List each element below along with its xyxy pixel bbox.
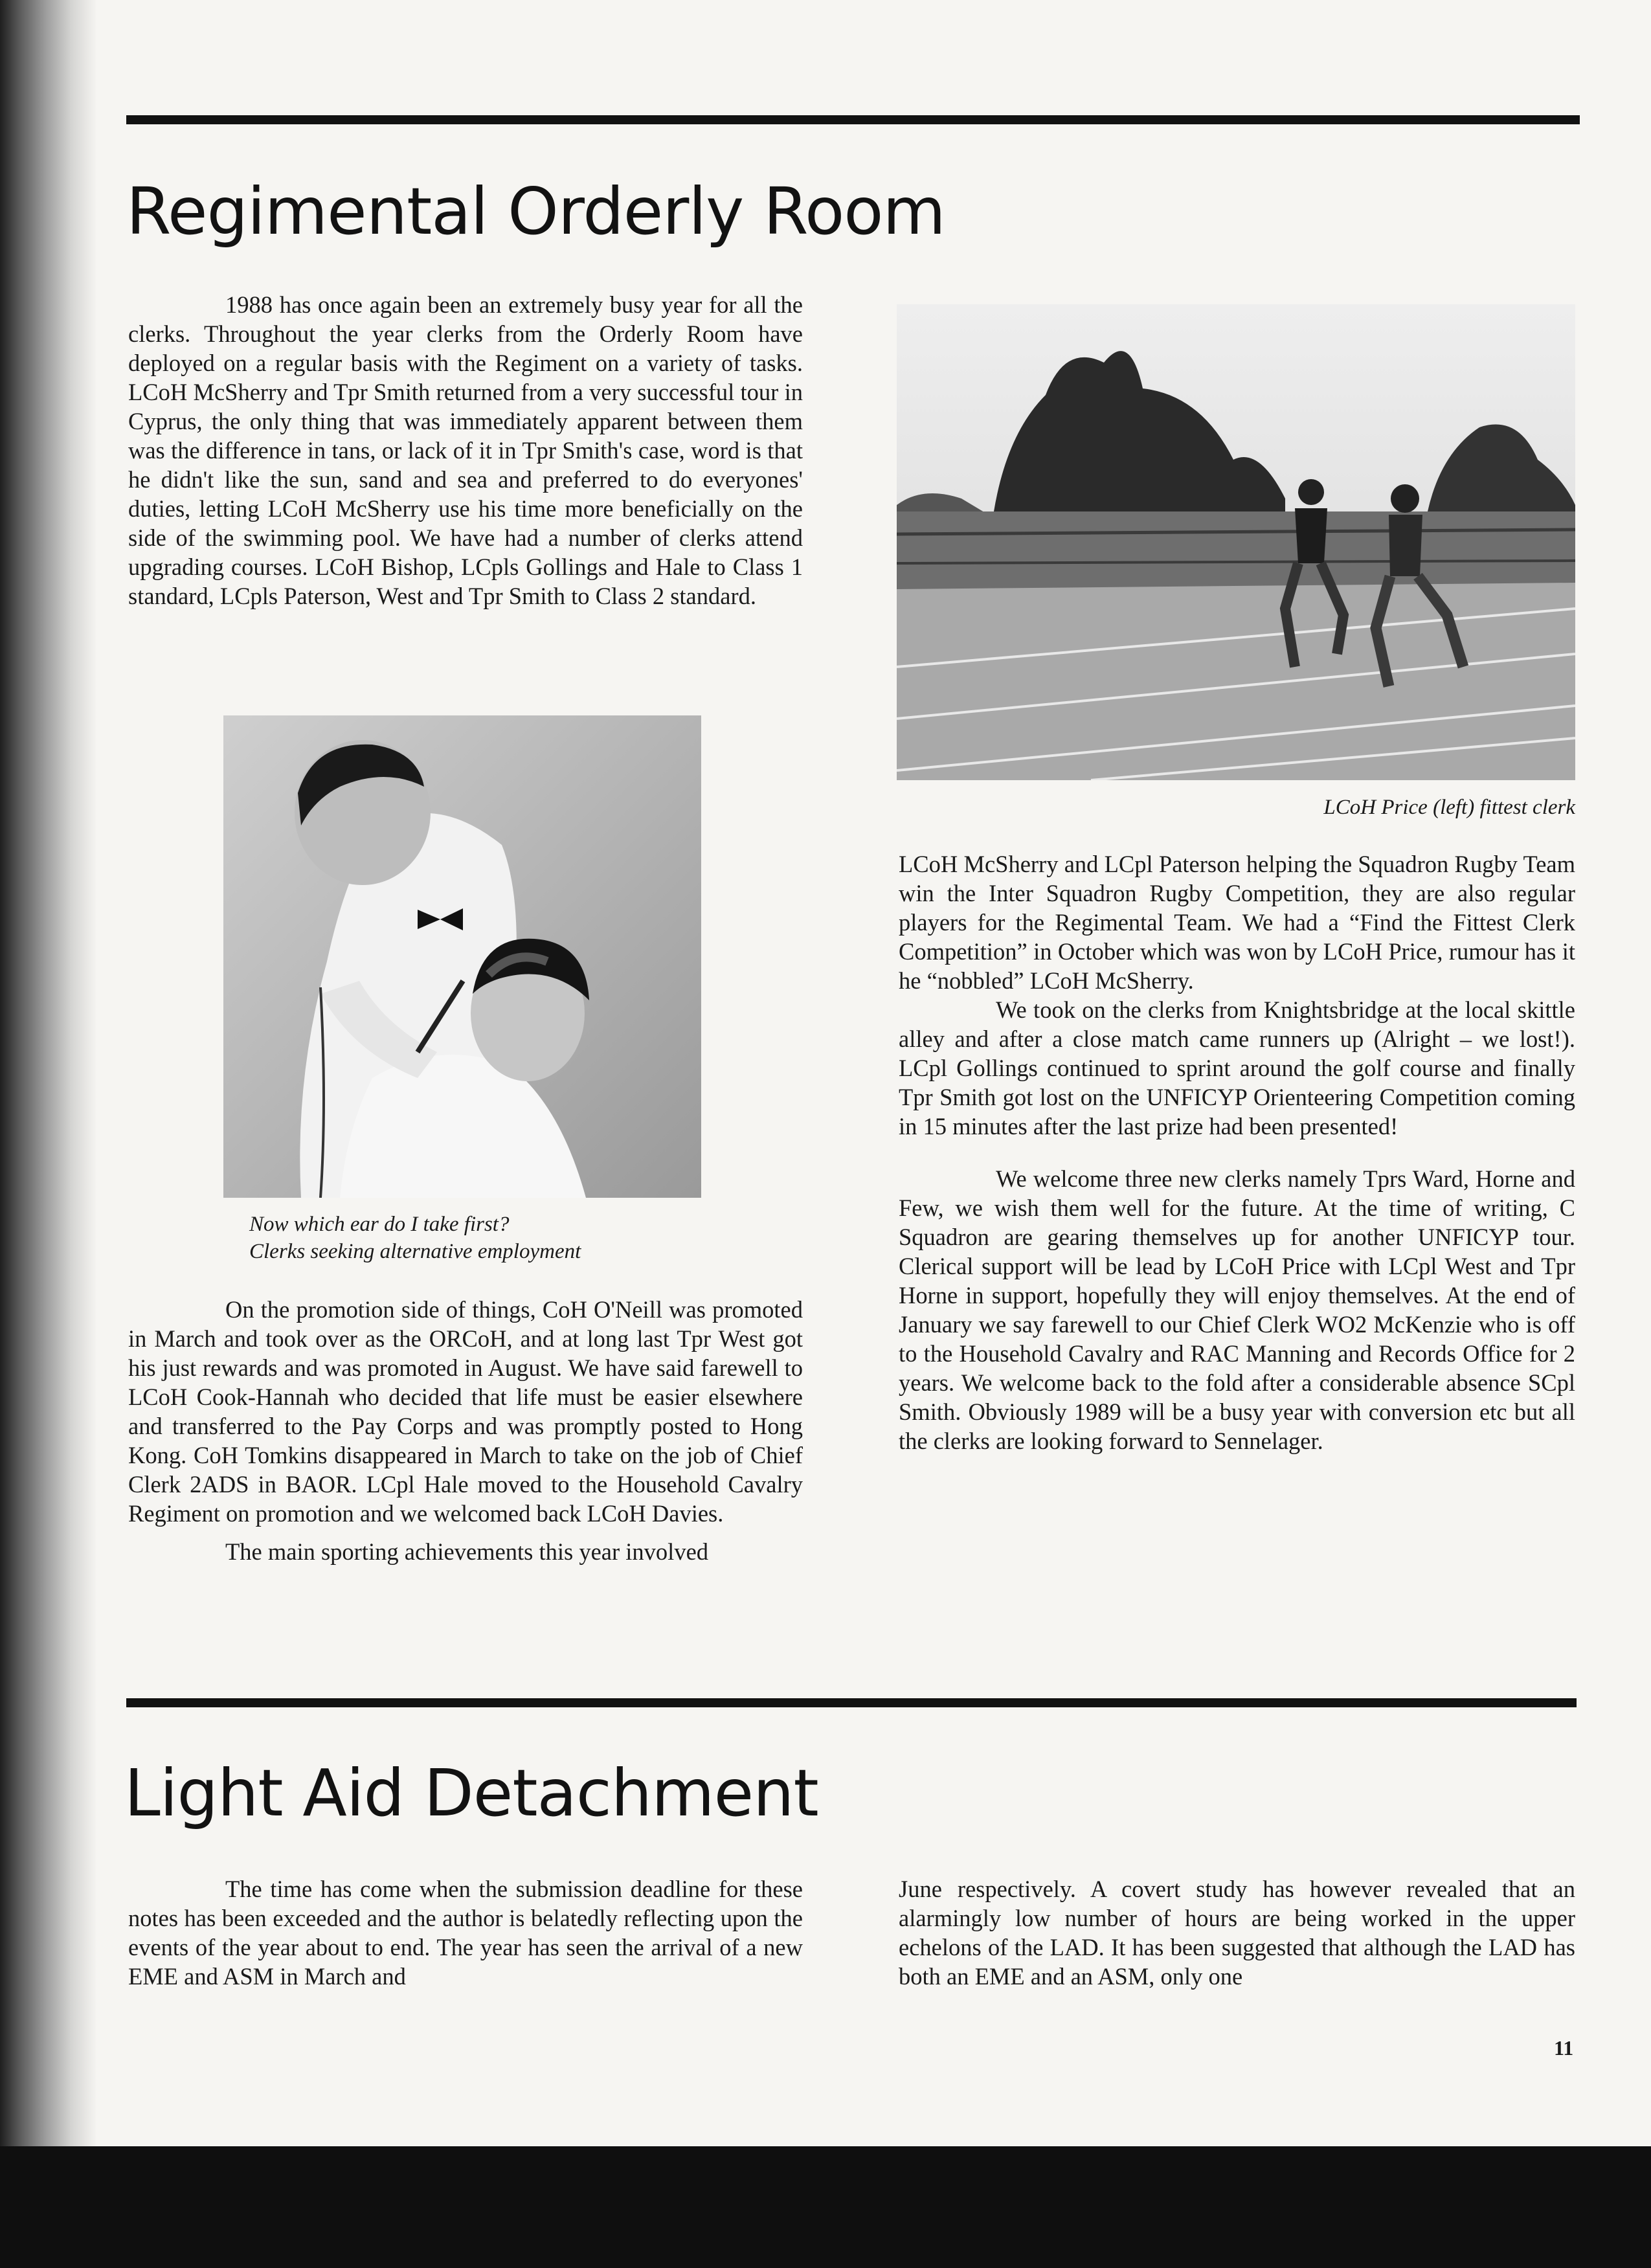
binding-gutter-shadow <box>0 0 97 2268</box>
paragraph: We took on the clerks from Knightsbridge at the local skittle alley and after a close match came runners up (Alright – we lost!). LCpl Gollings continued to sprint around the golf course and finally Tpr Smith got lost on the UNFICYP Orienteering Competition coming in 15 minutes after the last prize had been presented! <box>899 996 1575 1140</box>
caption-photo-clerks-line1: Now which ear do I take first? <box>249 1213 510 1236</box>
photo-clerks-haircut <box>223 715 701 1198</box>
paragraph: On the promotion side of things, CoH O'Neill was promoted in March and took over as the ORCoH, and at long last Tpr West got his just rewards and was promoted in August. We have said farewell to LCoH Cook-Hannah who decided that life must be easier elsewhere and transferred to the Pay Corps and was promptly posted to Hong Kong. CoH Tomkins disappeared in March to take on the job of Chief Clerk 2ADS in BAOR. LCpl Hale moved to the Household Cavalry Regiment on promotion and we welcomed back LCoH Davies. <box>128 1296 803 1527</box>
photo-runners-track <box>897 304 1575 780</box>
scan-bottom-edge <box>0 2146 1651 2268</box>
section-title-orderly-room: Regimental Orderly Room <box>126 174 945 249</box>
lad-left-column <box>128 1874 803 1991</box>
top-rule <box>126 115 1580 124</box>
paragraph: The main sporting achievements this year involved <box>225 1538 709 1565</box>
lad-right-column <box>899 1874 1575 1991</box>
paragraph: June respectively. A covert study has however revealed that an alarmingly low number of hours are being worked in the upper echelons of the LAD. It has been suggested that although the LAD has both an EME and an ASM, only one <box>899 1876 1575 1990</box>
paragraph: LCoH McSherry and LCpl Paterson helping the Squadron Rugby Team win the Inter Squadron Rugby Competition, they are also regular players for the Regimental Team. We had a “Find the Fittest Clerk Competition” in October which was won by LCoH Price, rumour has it he “nobbled” LCoH McSherry. <box>899 851 1575 994</box>
section-divider-rule <box>126 1698 1577 1707</box>
orderly-room-right-column <box>899 849 1575 1455</box>
orderly-room-left-column-bottom <box>128 1295 803 1566</box>
page-number: 11 <box>1554 2036 1574 2060</box>
paragraph: The time has come when the submission deadline for these notes has been exceeded and the author is belatedly reflecting upon the events of the year about to end. The year has seen the arrival of a new EME and ASM in March and <box>128 1876 803 1990</box>
orderly-room-left-column-top <box>128 290 803 611</box>
paragraph: 1988 has once again been an extremely busy year for all the clerks. Throughout the year clerks from the Orderly Room have deployed on a regular basis with the Regiment on a variety of tasks. LCoH McSherry and Tpr Smith returned from a very successful tour in Cyprus, the only thing that was immediately apparent between them was the difference in tans, or lack of it in Tpr Smith's case, word is that he didn't like the sun, sand and sea and preferred to do everyones' duties, letting LCoH McSherry use his time more beneficially on the side of the swimming pool. We have had a number of clerks attend upgrading courses. LCoH Bishop, LCpls Gollings and Hale to Class 1 standard, LCpls Paterson, West and Tpr Smith to Class 2 standard. <box>128 291 803 609</box>
paragraph: We welcome three new clerks namely Tprs Ward, Horne and Few, we wish them well for the future. At the time of writing, C Squadron are gearing themselves up for another UNFICYP tour. Clerical support will be lead by LCoH Price with LCpl West and Tpr Horne in support, hopefully they will enjoy themselves. At the end of January we say farewell to our Chief Clerk WO2 McKenzie who is off to the Household Cavalry and RAC Manning and Records Office for 2 years. We welcome back to the fold after a considerable absence SCpl Smith. Obviously 1989 will be a busy year with conversion etc but all the clerks are looking forward to Sennelager. <box>899 1165 1575 1454</box>
section-title-lad: Light Aid Detachment <box>124 1755 818 1831</box>
caption-photo-clerks-line2: Clerks seeking alternative employment <box>249 1240 581 1263</box>
caption-photo-runners: LCoH Price (left) fittest clerk <box>1323 796 1575 819</box>
